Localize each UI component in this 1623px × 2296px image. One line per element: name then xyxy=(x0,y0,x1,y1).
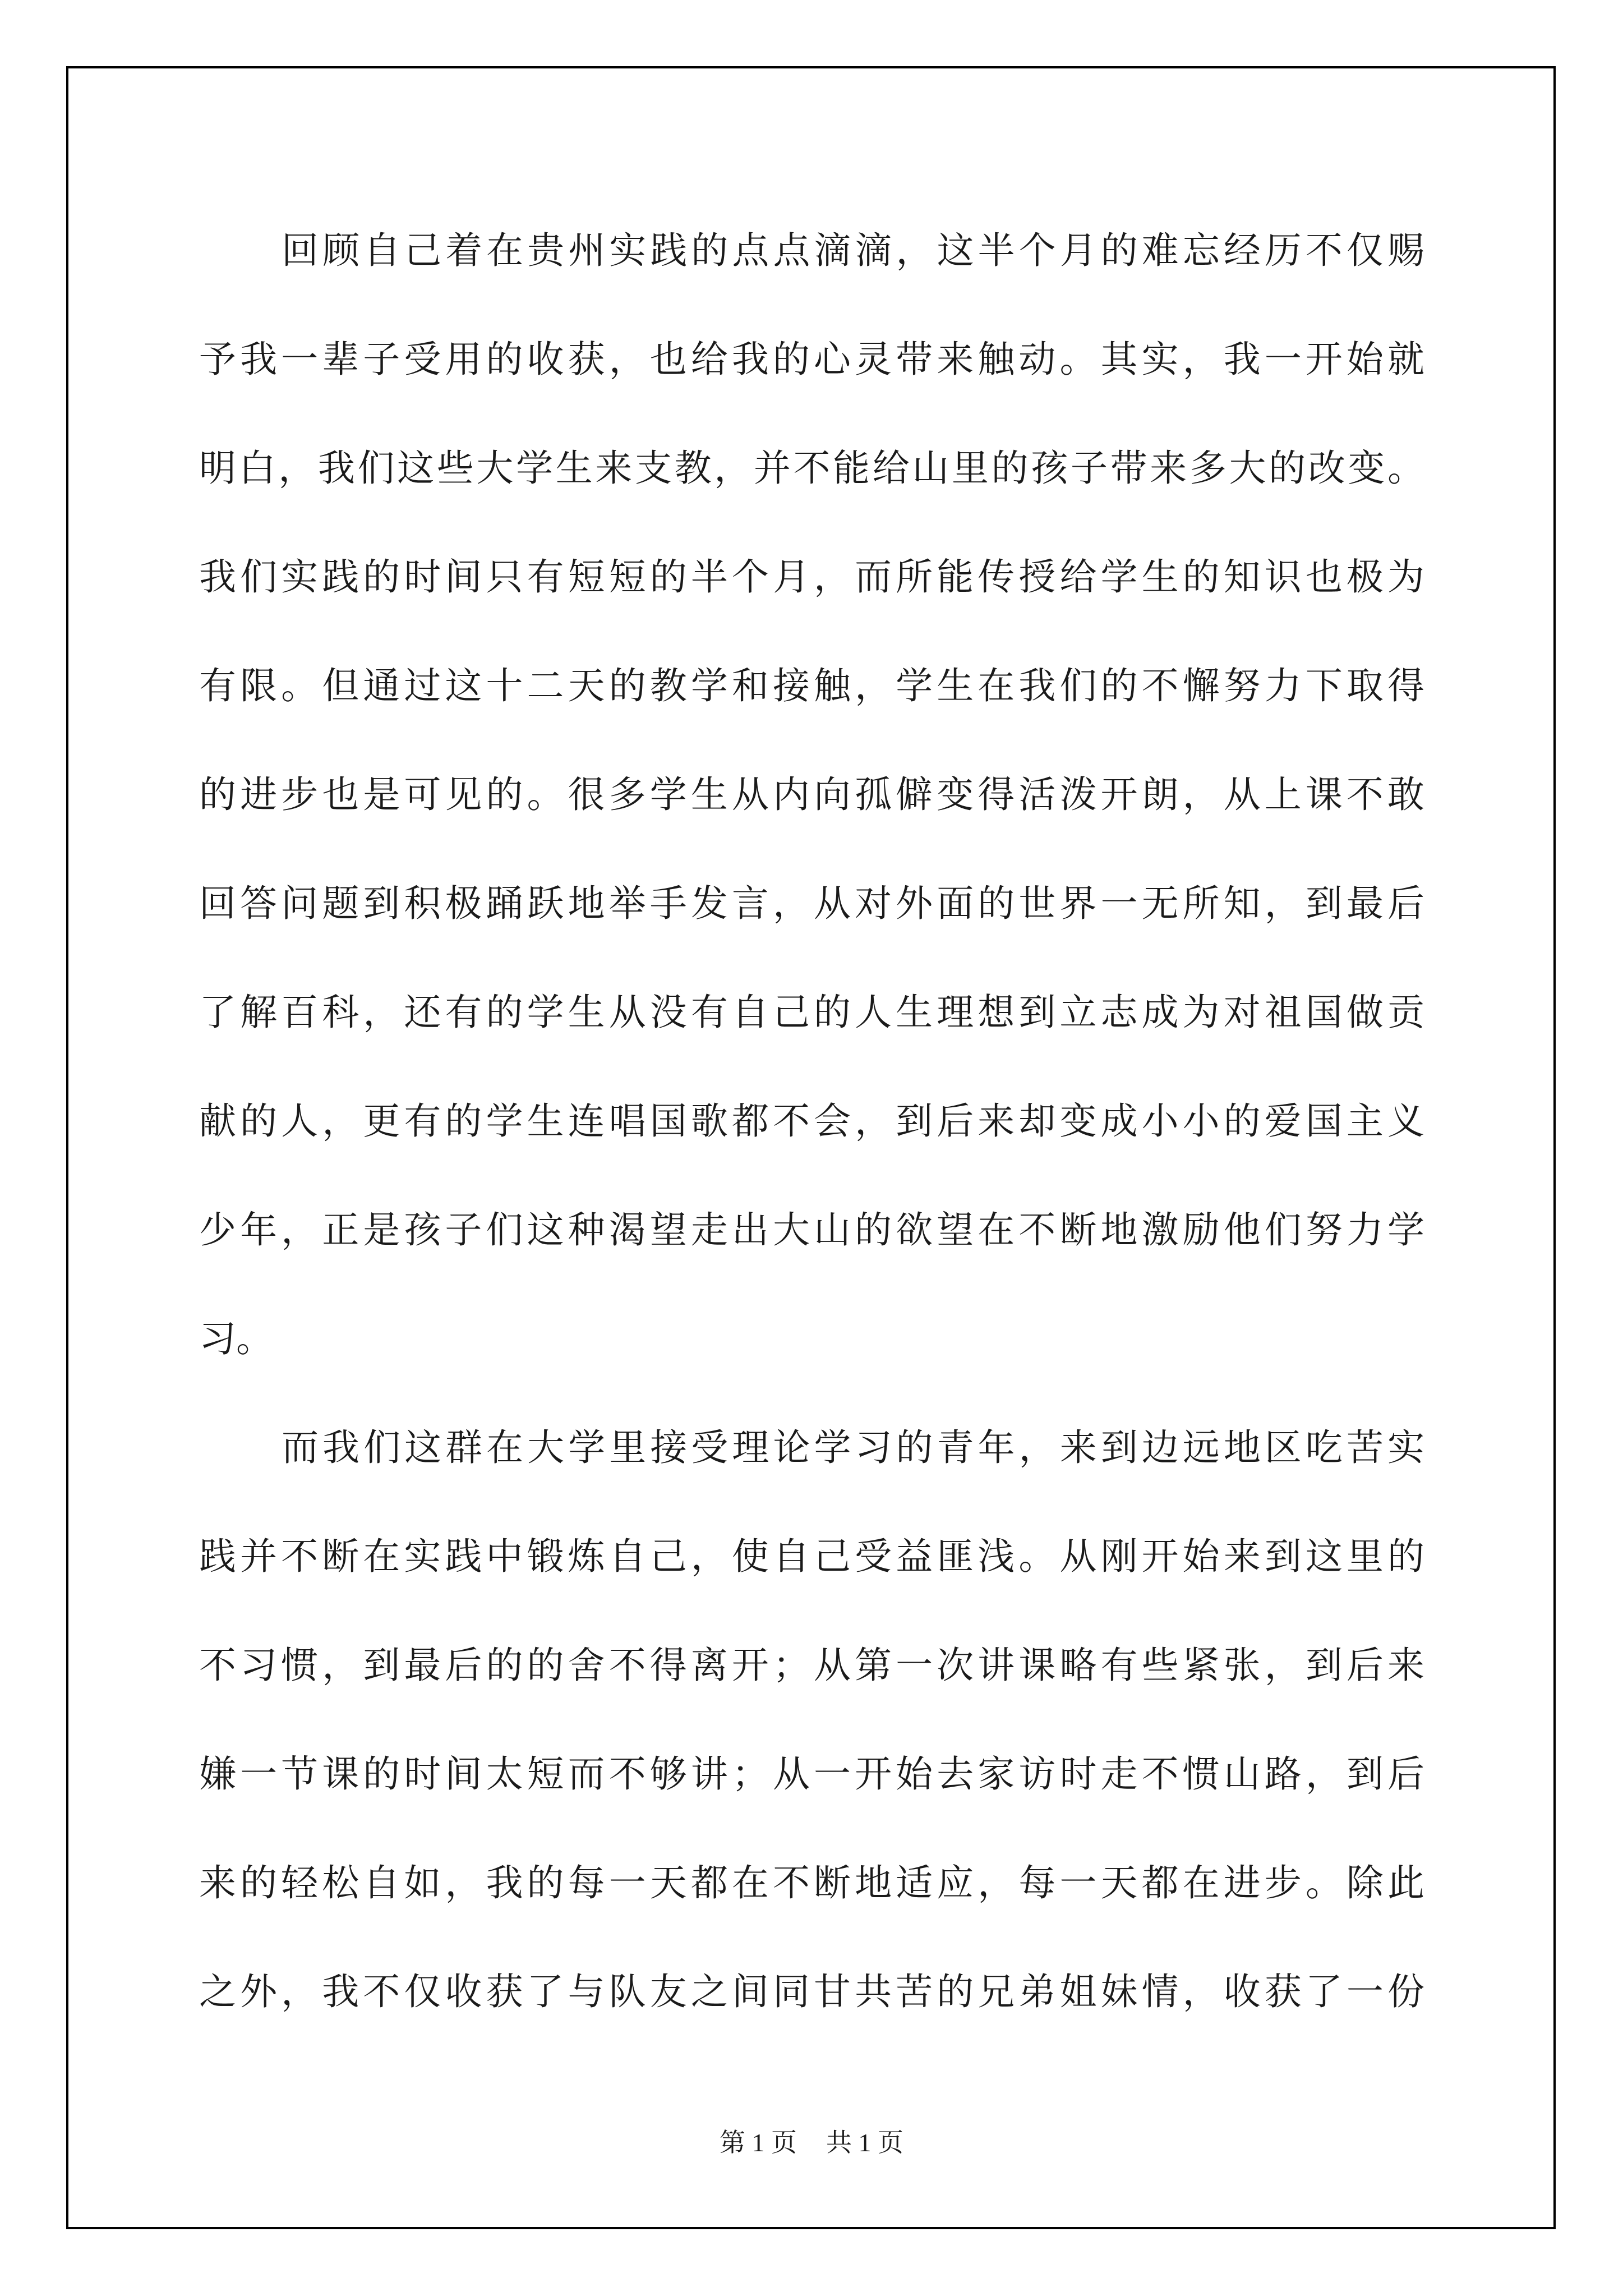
text-line: 献的人，更有的学生连唱国歌都不会，到后来却变成小小的爱国主义 xyxy=(199,1099,1424,1143)
page-number: 第 1 页 xyxy=(720,2128,797,2157)
text-line: 回顾自己着在贵州实践的点点滴滴，这半个月的难忘经历不仅赐 xyxy=(282,229,1424,272)
text-line: 有限。但通过这十二天的教学和接触，学生在我们的不懈努力下取得 xyxy=(199,664,1424,707)
text-line: 嫌一节课的时间太短而不够讲；从一开始去家访时走不惯山路，到后 xyxy=(199,1752,1424,1796)
text-line: 了解百科，还有的学生从没有自己的人生理想到立志成为对祖国做贡 xyxy=(199,991,1424,1034)
text-line: 践并不断在实践中锻炼自己，使自己受益匪浅。从刚开始来到这里的 xyxy=(199,1535,1424,1578)
text-line: 我们实践的时间只有短短的半个月，而所能传授给学生的知识也极为 xyxy=(199,555,1424,599)
text-line: 少年，正是孩子们这种渴望走出大山的欲望在不断地激励他们努力学 xyxy=(199,1208,1424,1251)
text-line: 之外，我不仅收获了与队友之间同甘共苦的兄弟姐妹情，收获了一份 xyxy=(199,1970,1424,2013)
page-footer xyxy=(0,2126,1623,2160)
text-line: 习。 xyxy=(199,1317,273,1360)
text-line: 不习惯，到最后的的舍不得离开；从第一次讲课略有些紧张，到后来 xyxy=(199,1644,1424,1687)
page-total: 共 1 页 xyxy=(826,2128,903,2157)
document-body xyxy=(199,213,1424,2063)
text-line: 而我们这群在大学里接受理论学习的青年，来到边远地区吃苦实 xyxy=(282,1426,1424,1469)
text-line: 来的轻松自如，我的每一天都在不断地适应，每一天都在进步。除此 xyxy=(199,1861,1424,1904)
text-line: 明白，我们这些大学生来支教，并不能给山里的孩子带来多大的改变。 xyxy=(199,447,1424,490)
text-line: 予我一辈子受用的收获，也给我的心灵带来触动。其实，我一开始就 xyxy=(199,338,1424,381)
text-line: 的进步也是可见的。很多学生从内向孤僻变得活泼开朗，从上课不敢 xyxy=(199,773,1424,816)
text-line: 回答问题到积极踊跃地举手发言，从对外面的世界一无所知，到最后 xyxy=(199,882,1424,925)
